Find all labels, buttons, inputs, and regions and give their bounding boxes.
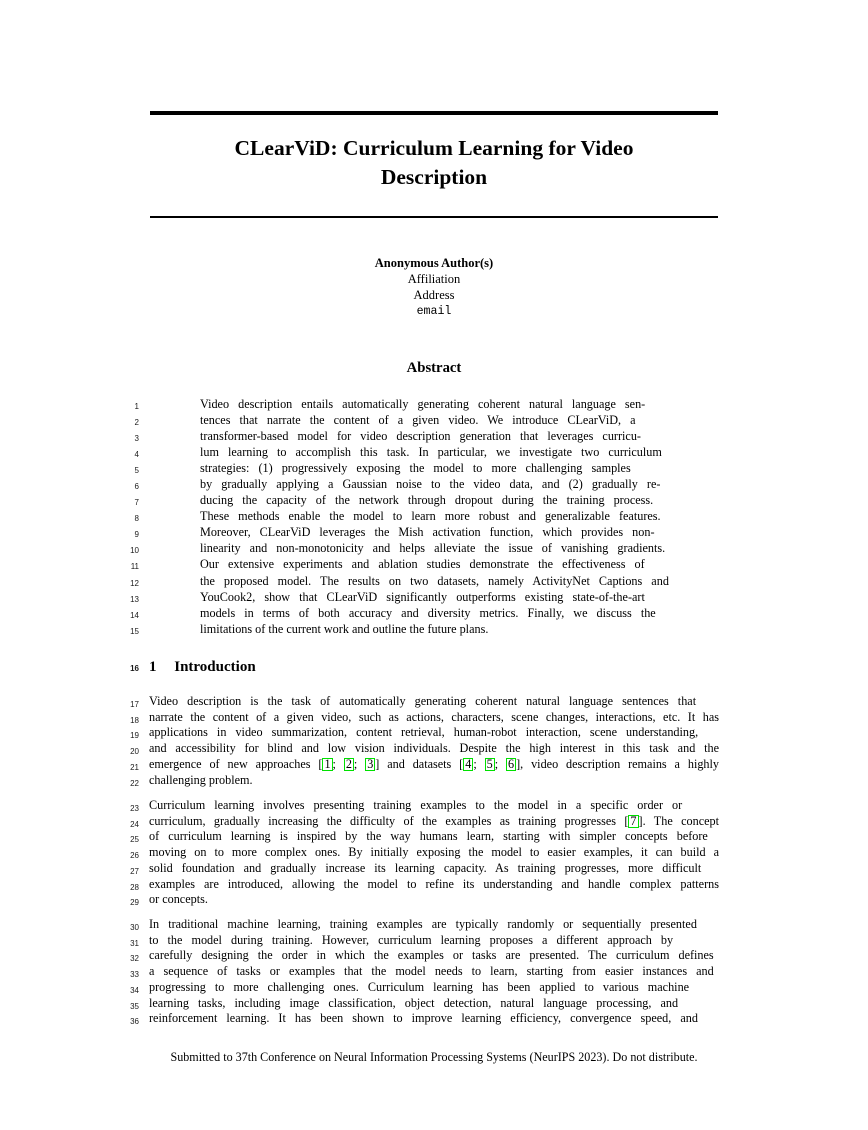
line-number: 8 [134,514,139,524]
line-number: 12 [130,578,139,588]
line-text: emergence of new approaches [ 1 ; 2 ; 3 ] and datasets [ 4 ; 5 ; 6 ], video description remains a highly [149,756,720,771]
author-email[interactable]: email [416,304,452,318]
line-number: 26 [130,851,139,861]
line-number: 13 [130,594,139,604]
author-name: Anonymous Author(s) [374,256,494,270]
line-text: applications in video summarization, content retrieval, human-robot interaction, scene understanding, [149,725,699,740]
text-line [130,709,719,726]
text-line [130,829,719,845]
line-number: 30 [130,923,139,932]
line-text: or concepts. [149,892,208,907]
text-line [134,412,670,428]
text-line [130,876,719,893]
text-line [130,621,670,637]
text-line [134,444,670,460]
text-line [130,860,719,877]
line-number: 23 [130,804,139,813]
line-text: examples are introduced, allowing the model to refine its understanding and handle complex patterns [149,876,719,891]
line-number: 29 [130,898,139,908]
line-text: limitations of the current work and outline the future plans. [200,621,489,636]
author-affiliation: Affiliation [407,272,461,287]
line-text: transformer-based model for video description generation that leverages curricu- [200,429,641,444]
line-text: models in terms of both accuracy and diversity metrics. Finally, we discuss the [200,605,656,620]
line-text: ducing the capacity of the network through dropout during the training process. [200,493,654,508]
text-line [134,460,670,476]
line-text: Video description entails automatically generating coherent natural language sen- [200,397,646,411]
line-text: carefully designing the order in which the examples or tasks are presented. The curriculum defines [149,948,714,963]
line-text: curriculum, gradually increasing the difficulty of the examples as training progresses [ 7 ]. The concept [149,813,719,828]
text-line [130,1011,719,1027]
text-line [130,995,719,1012]
line-text: narrate the content of a given video, such as actions, characters, scene changes, interactions, etc. It has [149,709,719,724]
text-line [130,694,719,710]
line-number: 10 [130,546,139,556]
line-text: to the model during training. However, curriculum learning proposes a different approach by [149,932,674,947]
text-line [130,772,719,789]
line-number: 6 [134,482,139,492]
abstract-body [130,396,670,637]
line-number: 33 [130,970,139,980]
citation-ref[interactable]: 4 [465,756,472,771]
line-number: 20 [130,747,139,757]
line-text: Our extensive experiments and ablation studies demonstrate the effectiveness of [200,557,645,572]
line-number: 27 [130,866,139,876]
line-number: 5 [134,466,139,476]
line-number: 18 [130,715,139,725]
line-number: 4 [134,450,139,460]
abstract-heading: Abstract [406,360,462,376]
line-text: of curriculum learning is inspired by the way humans learn, starting with simpler concepts before [149,829,708,844]
text-line [130,964,719,980]
text-line [134,396,670,412]
line-number: 11 [130,562,139,572]
line-text: lum learning to accomplish this task. In particular, we investigate two curriculum [200,445,662,460]
author-block [0,255,868,320]
line-text: strategies: (1) progressively exposing the model to more challenging samples [200,461,631,476]
line-number: 35 [130,1001,139,1011]
line-text: moving on to more complex ones. By initially exposing the model to easier examples, it can build a [149,845,719,860]
text-line [134,524,670,540]
line-number: 25 [130,835,139,845]
line-text: reinforcement learning. It has been shown to improve learning efficiency, convergence speed, and [149,1011,698,1026]
line-number: 9 [134,530,139,540]
paragraph-2 [130,798,719,908]
line-number: 17 [130,700,139,709]
text-line [130,741,719,757]
line-number: 16 [130,664,139,673]
paragraph-3 [130,917,719,1027]
line-number: 15 [130,626,139,636]
line-text: Video description is the task of automatically generating coherent natural language sentences that [149,694,697,708]
text-line [130,932,719,949]
citation-ref[interactable]: 7 [630,813,637,828]
text-line [130,917,719,933]
line-number: 32 [130,954,139,964]
line-text: learning tasks, including image classification, object detection, natural language processing, and [149,995,679,1010]
text-line [130,540,670,556]
text-line [130,798,719,814]
line-number: 31 [130,938,139,948]
section-number: 1 [149,659,157,675]
line-text: YouCook2, show that CLearViD significantly outperforms existing state-of-the-art [200,589,645,604]
text-line [130,556,670,572]
text-line [134,476,670,492]
text-line [130,979,719,996]
text-line [134,428,670,444]
citation-ref[interactable]: 5 [486,756,493,771]
line-text: Moreover, CLearViD leverages the Mish activation function, which provides non- [200,525,655,540]
line-text: Curriculum learning involves presenting training examples to the model in a specific order or [149,798,683,812]
paragraph-1 [130,694,720,788]
line-text: linearity and non-monotonicity and helps alleviate the issue of vanishing gradients. [200,541,666,556]
line-text: tences that narrate the content of a given video. We introduce CLearViD, a [200,413,636,428]
line-text: a sequence of tasks or examples that the model needs to learn, starting from easier instances and [149,964,714,979]
line-text: These methods enable the model to learn more robust and generalizable features. [200,509,661,524]
line-number: 22 [130,778,139,788]
line-text: solid foundation and gradually increase its learning capacity. As training progresses, more difficult [149,860,702,875]
line-text: by gradually applying a Gaussian noise to the video data, and (2) gradually re- [200,477,661,492]
line-number: 1 [134,402,139,411]
text-line [130,892,719,908]
section-heading [130,659,719,676]
line-number: 14 [130,610,139,620]
text-line [130,605,670,621]
section-title: Introduction [174,659,256,675]
footer-note: Submitted to 37th Conference on Neural Information Processing Systems (NeurIPS 2023). Do not distribute. [170,1050,698,1064]
line-number: 34 [130,985,139,995]
line-number: 28 [130,882,139,892]
line-number: 21 [130,762,139,772]
text-line [134,508,670,524]
line-text: the proposed model. The results on two datasets, namely ActivityNet Captions and [200,573,669,588]
line-number: 36 [130,1017,139,1027]
citation-ref[interactable]: 2 [345,756,352,771]
text-line [130,589,670,605]
text-line [130,573,670,589]
line-number: 3 [134,434,139,444]
text-line [130,845,719,861]
line-number: 7 [134,498,139,508]
paper-title-text: CLearViD: Curriculum Learning for Video Description [234,136,634,189]
text-line [130,756,720,773]
line-number: 19 [130,731,139,741]
text-line [130,813,719,830]
text-line [130,948,719,964]
text-line [130,725,719,741]
author-address: Address [413,288,455,303]
line-number: 2 [134,418,139,428]
citation-ref[interactable]: 6 [508,756,515,771]
line-number: 24 [130,819,139,829]
line-text: and accessibility for blind and low vision individuals. Despite the high interest in this task and the [149,741,719,756]
text-line [134,492,670,508]
citation-ref[interactable]: 3 [367,756,374,771]
line-text: challenging problem. [149,772,253,787]
title-rule-top [150,111,718,115]
line-text: progressing to more challenging ones. Curriculum learning has been applied to various machine [149,979,690,994]
citation-ref[interactable]: 1 [324,756,331,771]
paper-title [150,134,718,192]
title-rule-bottom [150,216,718,218]
line-text: In traditional machine learning, training examples are typically randomly or sequentially presented [149,917,697,931]
